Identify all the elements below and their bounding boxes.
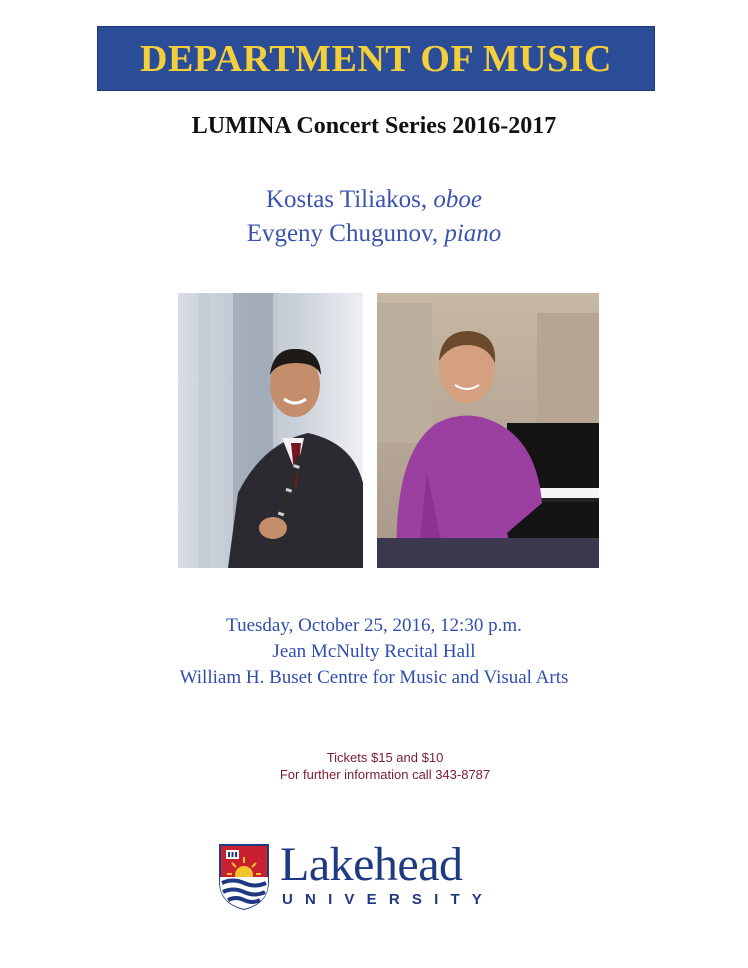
- performer-oboe: [0, 183, 748, 217]
- performer-instrument: piano: [444, 220, 502, 247]
- logo-wordmark: Lakehead: [280, 838, 463, 891]
- ticket-contact: For further information call 343-8787: [279, 767, 491, 782]
- event-datetime: Tuesday, October 25, 2016, 12:30 p.m.: [226, 615, 522, 636]
- performers-list: [0, 183, 748, 251]
- concert-series-title: LUMINA Concert Series 2016-2017: [191, 113, 557, 139]
- event-details: [0, 613, 748, 691]
- pianist-photo: [377, 293, 599, 568]
- performer-instrument: oboe: [433, 186, 483, 213]
- oboist-photo: [178, 293, 363, 568]
- header-banner: [97, 26, 655, 91]
- ticket-price: Tickets $15 and $10: [326, 750, 444, 765]
- event-venue: William H. Buset Centre for Music and Visual Arts: [179, 667, 569, 688]
- university-logo: [218, 838, 538, 913]
- crest-icon: [218, 843, 270, 911]
- performer-name: Kostas Tiliakos,: [265, 186, 428, 213]
- event-hall: Jean McNulty Recital Hall: [272, 641, 476, 662]
- logo-subtitle: UNIVERSITY: [282, 891, 495, 908]
- performer-name: Evgeny Chugunov,: [246, 220, 439, 247]
- department-title: DEPARTMENT OF MUSIC: [140, 37, 612, 80]
- performer-piano: [0, 217, 748, 251]
- ticket-info: [0, 749, 748, 783]
